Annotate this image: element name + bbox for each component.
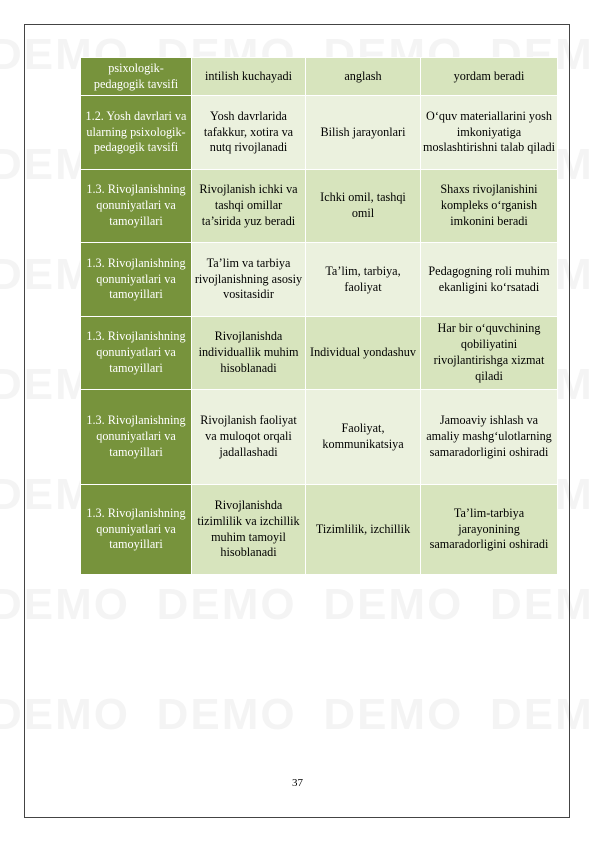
statement-cell: Rivojlanish ichki va tashqi omillar ta’sirida yuz beradi <box>192 170 306 243</box>
significance-cell: yordam beradi <box>421 58 558 96</box>
table-row <box>81 317 558 390</box>
section-label-cell: 1.3. Rivojlanishning qonuniyatlari va tamoyillari <box>81 317 192 390</box>
concept-cell: Individual yondashuv <box>306 317 421 390</box>
significance-cell: Shaxs rivojlanishini kompleks o‘rganish imkonini beradi <box>421 170 558 243</box>
concept-cell: Ichki omil, tashqi omil <box>306 170 421 243</box>
concept-cell: Faoliyat, kommunikatsiya <box>306 390 421 485</box>
statement-cell: Yosh davrlarida tafakkur, xotira va nutq rivojlanadi <box>192 96 306 170</box>
statement-cell: Ta’lim va tarbiya rivojlanishning asosiy vositasidir <box>192 243 306 317</box>
table-row <box>81 170 558 243</box>
significance-cell: Jamoaviy ishlash va amaliy mashg‘ulotlarning samaradorligini oshiradi <box>421 390 558 485</box>
concept-cell: anglash <box>306 58 421 96</box>
significance-cell: Ta’lim-tarbiya jarayonining samaradorligini oshiradi <box>421 485 558 575</box>
table-row <box>81 58 558 96</box>
statement-cell: Rivojlanish faoliyat va muloqot orqali jadallashadi <box>192 390 306 485</box>
development-principles-table <box>80 57 558 575</box>
statement-cell: Rivojlanishda individuallik muhim hisoblanadi <box>192 317 306 390</box>
significance-cell: Pedagogning roli muhim ekanligini ko‘rsatadi <box>421 243 558 317</box>
table-row <box>81 485 558 575</box>
concept-cell: Ta’lim, tarbiya, faoliyat <box>306 243 421 317</box>
section-label-cell: 1.3. Rivojlanishning qonuniyatlari va tamoyillari <box>81 390 192 485</box>
significance-cell: Har bir o‘quvchining qobiliyatini rivojlantirishga xizmat qiladi <box>421 317 558 390</box>
section-label-cell: psixologik-pedagogik tavsifi <box>81 58 192 96</box>
table-row <box>81 243 558 317</box>
statement-cell: intilish kuchayadi <box>192 58 306 96</box>
section-label-cell: 1.3. Rivojlanishning qonuniyatlari va tamoyillari <box>81 485 192 575</box>
concept-cell: Tizimlilik, izchillik <box>306 485 421 575</box>
section-label-cell: 1.3. Rivojlanishning qonuniyatlari va tamoyillari <box>81 243 192 317</box>
section-label-cell: 1.2. Yosh davrlari va ularning psixologik-pedagogik tavsifi <box>81 96 192 170</box>
section-label-cell: 1.3. Rivojlanishning qonuniyatlari va tamoyillari <box>81 170 192 243</box>
table-row <box>81 390 558 485</box>
statement-cell: Rivojlanishda tizimlilik va izchillik muhim tamoyil hisoblanadi <box>192 485 306 575</box>
page-number: 37 <box>292 777 303 789</box>
table-row <box>81 96 558 170</box>
concept-cell: Bilish jarayonlari <box>306 96 421 170</box>
significance-cell: O‘quv materiallarini yosh imkoniyatiga moslashtirishni talab qiladi <box>421 96 558 170</box>
